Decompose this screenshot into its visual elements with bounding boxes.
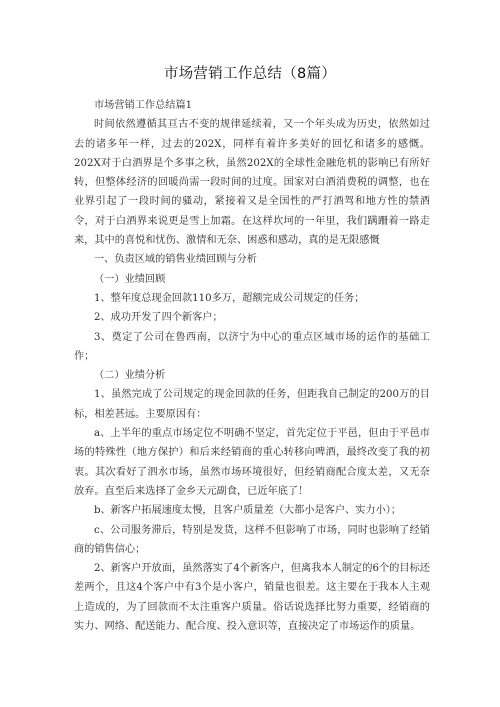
paragraph: 1、虽然完成了公司规定的现金回款的任务，但距我自己制定的200万的目标，相差甚远。主要原因有： bbox=[74, 389, 430, 420]
list-item: 1、整年度总现金回款110多万，超额完成公司规定的任务； bbox=[94, 292, 365, 304]
paragraph: a、上半年的重点市场定位不明确不坚定，首先定位于平邑，但由于平邑市场的特殊性（地方保护）和后来经销商的重心转移向啤酒，最终改变了我的初衷。其次看好了泗水市场，虽然市场环境很好，但经销商配合度太差，又无奈放弃。直至后来选择了金乡天元副食，已近年底了！ bbox=[74, 428, 430, 497]
paragraph: b、新客户拓展速度太慢，且客户质量差（大都小是客户、实力小）； bbox=[94, 505, 402, 517]
subsection-heading: （二）业绩分析 bbox=[94, 370, 166, 382]
paragraph: c、公司服务滞后，特别是发货，这样不但影响了市场，同时也影响了经销商的销售信心； bbox=[74, 524, 430, 555]
paragraph: 时间依然遵循其亘古不变的规律延续着，又一个年头成为历史，依然如过去的诸多年一样，过去的202X，同样有着许多美好的回忆和诸多的感慨。202X对于白酒界是个多事之秋，虽然202X的全球性金融危机的影响已有所好转，但整体经济的回暖尚需一段时间的过度。国家对白酒消费税的调整，也在业界引起了一段时间的骚动，紧接着又是全国性的严打酒驾和地方性的禁酒令，对于白酒界来说更是雪上加霜。在这样坎坷的一年里，我们蹒跚着一路走来，其中的喜悦和忧伤、激情和无奈、困惑和感动，真的是无限感慨 bbox=[74, 119, 430, 247]
section-heading: 一、负责区域的销售业绩回顾与分析 bbox=[94, 254, 257, 266]
list-item: 3、奠定了公司在鲁西南，以济宁为中心的重点区域市场的运作的基础工作； bbox=[74, 331, 430, 362]
section-heading: 市场营销工作总结篇1 bbox=[94, 100, 193, 111]
document-body bbox=[74, 96, 430, 636]
document-title: 市场营销工作总结（8篇） bbox=[163, 66, 337, 82]
paragraph: 2、新客户开放面，虽然落实了4个新客户，但离我本人制定的6个的目标还差两个，且这4个客户中有3个是小客户，销量也很差。这主要在于我本人主观上造成的，为了回款而不太注重客户质量。俗话说选择比努力重要，经销商的实力、网络、配送能力、配合度、投入意识等，直接决定了市场运作的质量。 bbox=[74, 563, 430, 633]
list-item: 2、成功开发了四个新客户； bbox=[94, 312, 223, 324]
subsection-heading: （一）业绩回顾 bbox=[94, 273, 166, 285]
